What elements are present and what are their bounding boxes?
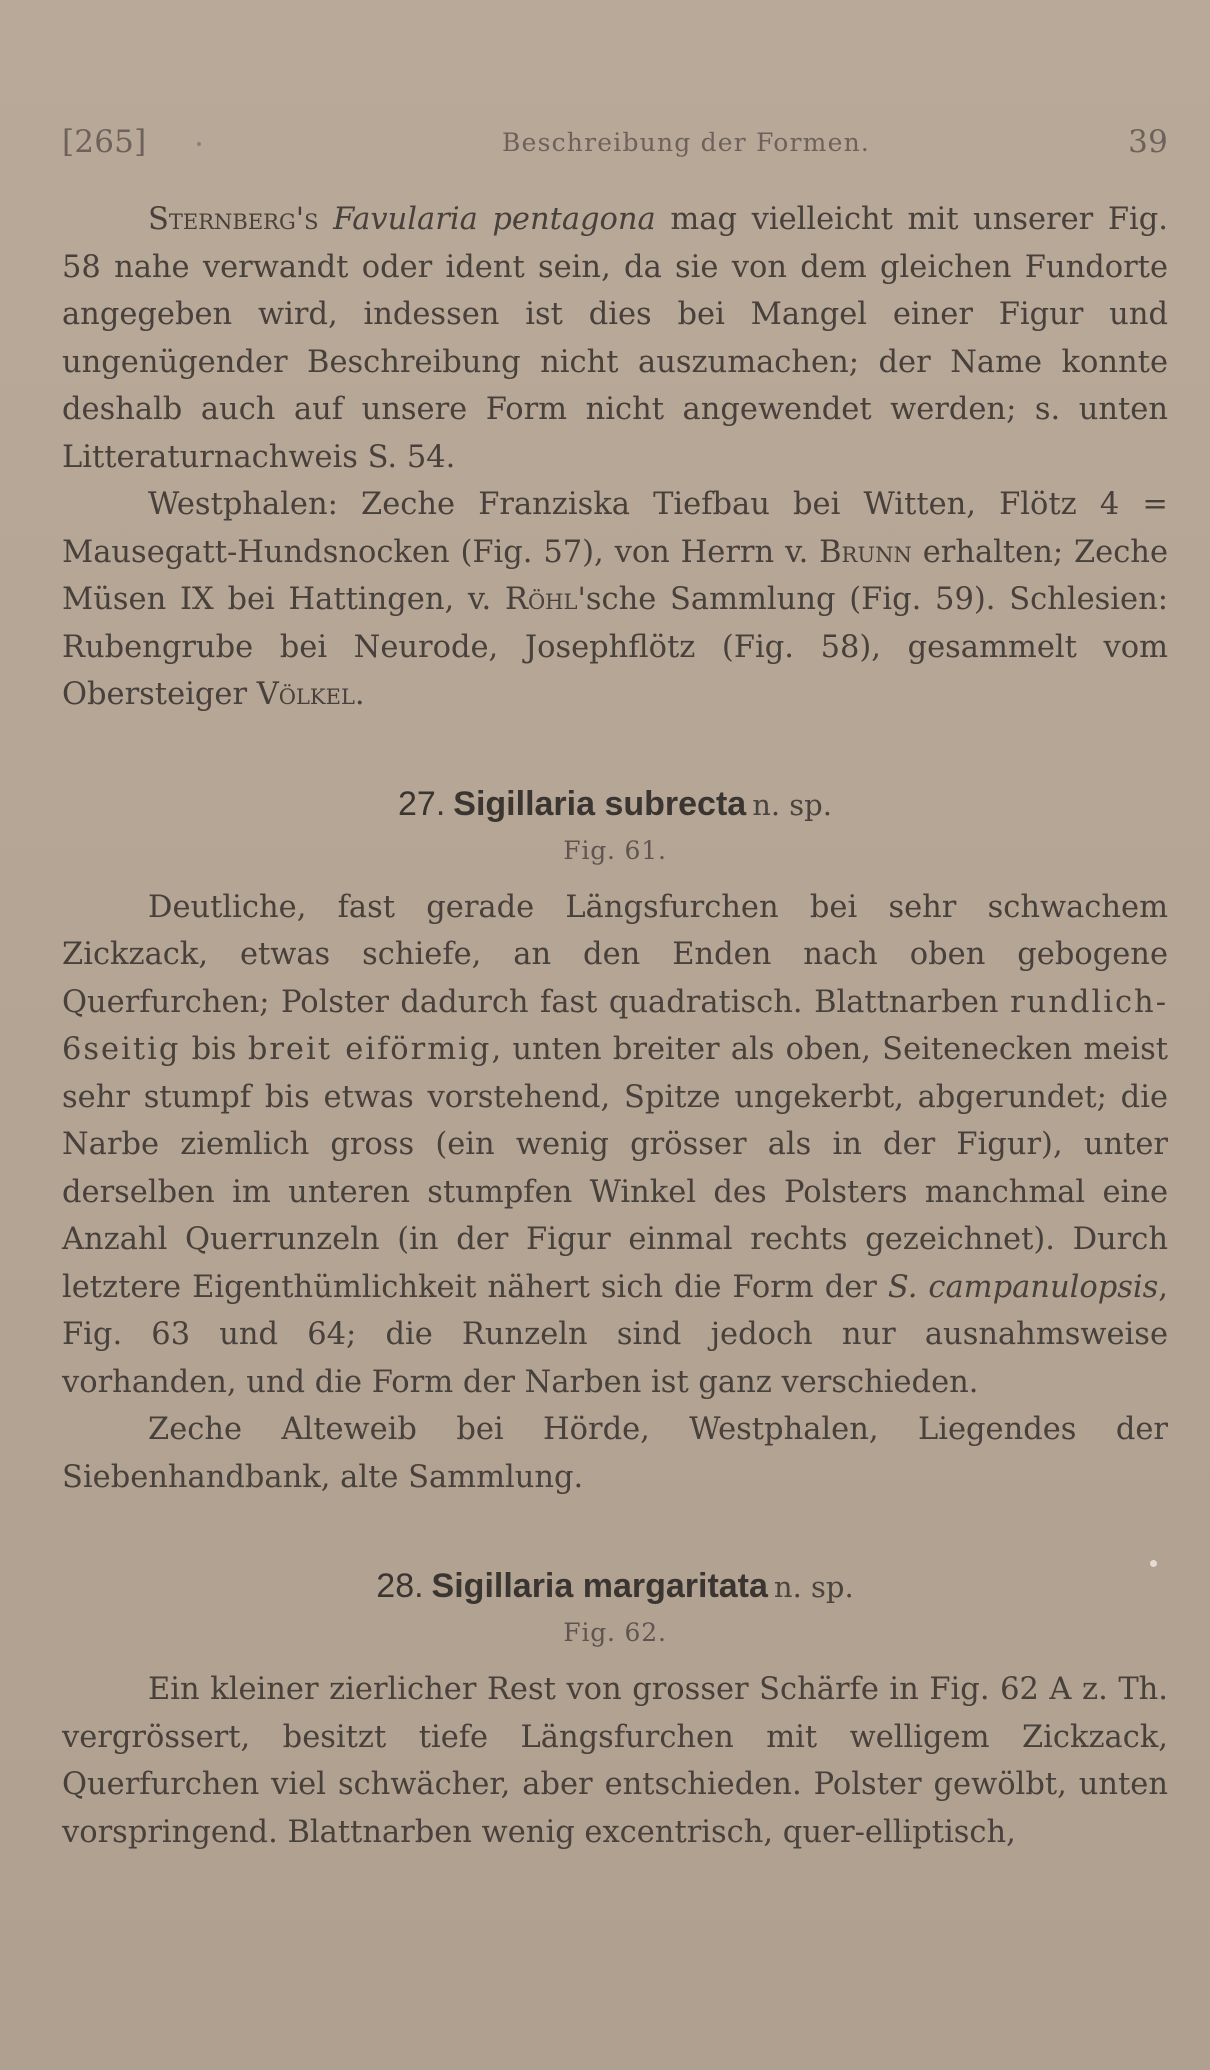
section-heading-28 (62, 1563, 1168, 1610)
paragraph-text: erhalten; Zeche Müsen IX bei Hattingen, v. (62, 534, 1168, 617)
page-body (62, 196, 1168, 1856)
author-name-sternberg: Sternberg's (148, 202, 319, 237)
section-number: 27. (398, 784, 446, 823)
running-header (62, 118, 1168, 166)
paragraph-text: , unten breiter als oben, Seitenecken meist sehr stumpf bis etwas vorstehend, Spitze ungekerbt, abgerundet; die Narbe ziemlich gross (ein wenig grösser als in der Figur), unter derselben im unteren stumpfen Winkel des Polsters manchmal eine Anzahl Querrunzeln (in der Figur einmal rechts gezeichnet). Durch letztere Eigenthümlichkeit nähert sich die Form der (62, 1032, 1168, 1305)
section-heading-27 (62, 781, 1168, 828)
paragraph-description-margaritata (62, 1666, 1168, 1856)
person-name-roehl: Röhl (505, 582, 578, 617)
header-page-number: 39 (1128, 124, 1168, 160)
paragraph-localities-1 (62, 481, 1168, 719)
paragraph-text: 'sche Sammlung (Fig. 59). Schlesien: Rubengrube bei Neurode, Josephflötz (Fig. 58), gesammelt vom Obersteiger (62, 582, 1168, 712)
paragraph-text: mag vielleicht mit unserer Fig. 58 nahe verwandt oder ident sein, da sie von dem gleichen Fundorte angegeben wird, indessen ist dies bei Mangel einer Figur und ungenügender Beschreibung nicht auszumachen; der Name konnte deshalb auch auf unsere Form nicht angewendet werden; s. unten Litteraturnachweis S. 54. (62, 202, 1168, 475)
section-number: 28. (376, 1567, 424, 1605)
header-title: Beschreibung der Formen. (502, 128, 871, 157)
emphasis-text: rundlich-6seitig (62, 984, 1168, 1067)
emphasis-text: breit eiförmig (247, 1032, 492, 1067)
person-name-brunn: Brunn (819, 534, 912, 570)
header-page-ref: [265] (62, 124, 147, 160)
section-suffix: n. sp. (773, 1570, 854, 1604)
section-title: Sigillaria subrecta (453, 784, 747, 823)
paragraph-description-subrecta (62, 884, 1168, 1407)
figure-reference: Fig. 62. (563, 1618, 667, 1647)
paragraph-text: bis (191, 1032, 237, 1067)
paragraph-text: Westphalen: Zeche Franziska Tiefbau bei Witten, Flötz 4 = Mausegatt-Hundsnocken (Fig. 57), von Herrn v. (62, 487, 1168, 570)
person-name-voelkel: Völkel (256, 677, 355, 712)
paragraph-sternberg-note (62, 196, 1168, 481)
section-suffix: n. sp. (752, 787, 832, 822)
paragraph-text: , Fig. 63 und 64; die Runzeln sind jedoch nur ausnahmsweise vorhanden, und die Form der Narben ist ganz verschieden. (62, 1269, 1168, 1400)
paragraph-localities-2 (62, 1406, 1168, 1501)
paper-speck (1150, 1560, 1157, 1567)
figure-reference: Fig. 61. (563, 835, 667, 865)
paragraph-text: Ein kleiner zierlicher Rest von grosser Schärfe in Fig. 62 A z. Th. vergrössert, besitzt tiefe Längsfurchen mit welligem Zickzack, Querfurchen viel schwächer, aber entschieden. Polster gewölbt, unten vorspringend. Blattnarben wenig excentrisch, quer-elliptisch, (62, 1672, 1168, 1850)
paragraph-text: . (354, 677, 365, 712)
species-name-favularia: Favularia pentagona (333, 202, 656, 237)
paragraph-text: Deutliche, fast gerade Längsfurchen bei sehr schwachem Zickzack, etwas schiefe, an den Enden nach oben gebogene Querfurchen; Polster dadurch fast quadratisch. Blattnarben (62, 889, 1168, 1020)
species-name-campanulopsis: S. campanulopsis (887, 1269, 1159, 1305)
print-speck (197, 142, 201, 146)
paragraph-text: Zeche Alteweib bei Hörde, Westphalen, Liegendes der Siebenhandbank, alte Sammlung. (62, 1412, 1168, 1495)
section-title: Sigillaria margaritata (431, 1567, 768, 1605)
